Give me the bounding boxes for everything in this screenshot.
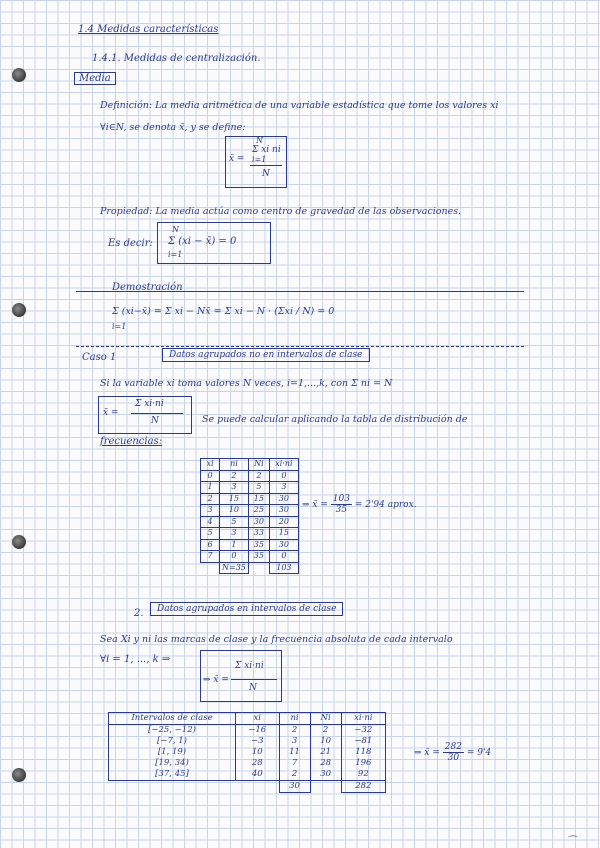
demonstration-label: Demostración [112,282,183,293]
table-cell: 1 [220,539,249,551]
table-row [109,758,386,769]
table-cell: 2 [279,725,310,737]
demonstration-formula: Σ (xi−x̄) = Σ xi − Nx̄ = Σ xi − N · (Σxi / N) = 0 [112,306,335,317]
table-cell: [−25, −12) [109,725,236,737]
table-cell: 15 [248,493,269,505]
table-totals-row [201,562,299,574]
table-cell: 0 [269,470,298,482]
property-text: Propiedad: La media actúa como centro de gravedad de las observaciones. [100,206,462,217]
table-row [109,725,386,737]
col-header-xi: xi [201,459,220,471]
table-cell: 30 [310,769,341,781]
case1-result: ⇒ x̄ = $\frac{103}{35}$ = 2'94 aprox. [302,494,417,515]
property-formula: N Σ (xi − x̄) = 0 i=1 [157,222,271,264]
table-cell: 40 [236,769,280,781]
case2-label: 2. [134,608,144,619]
section-title: 1.4 Medidas características [78,24,219,35]
table-cell: −81 [341,736,385,747]
table-cell: 28 [310,758,341,769]
table-cell [236,781,280,793]
binder-hole-1 [12,68,26,82]
table-cell: 21 [310,747,341,758]
table-cell: 2 [310,725,341,737]
case1-note-1: Se puede calcular aplicando la tabla de distribución de [202,414,468,425]
table-cell [201,562,220,574]
table-cell: 3 [269,482,298,494]
case1-formula: x̄ = Σ xi·ni N [98,396,192,434]
frequency-table-intervals [108,712,386,793]
table-cell: [1, 19) [109,747,236,758]
binder-hole-4 [12,768,26,782]
table-cell: 30 [269,505,298,517]
table-cell: [−7, 1) [109,736,236,747]
table-cell: −32 [341,725,385,737]
frequency-table-ungrouped [200,458,299,574]
table-cell: 92 [341,769,385,781]
definition-line-2: ∀i∈N, se denota x̄, y se define: [100,122,246,133]
table-row [201,516,299,528]
table-cell: −16 [236,725,280,737]
col-header-ni: ni [220,459,249,471]
table-cell: 28 [236,758,280,769]
table-cell: 1 [201,482,220,494]
table-cell [248,562,269,574]
table-cell: 25 [248,505,269,517]
table-cell: 3 [201,505,220,517]
case1-line-1: Si la variable xi toma valores N veces, i=1,...,k, con Σ ni = N [100,378,393,389]
table-cell: 196 [341,758,385,769]
subsection-title: 1.4.1. Medidas de centralización. [92,53,261,64]
table-cell: 33 [248,528,269,540]
table-cell: 10 [310,736,341,747]
binder-hole-2 [12,303,26,317]
col-header-xini: xi·ni [341,713,385,725]
table-cell: 2 [248,470,269,482]
table-totals-row [109,781,386,793]
total-xini: 103 [269,562,298,574]
table-cell: 3 [220,528,249,540]
table-cell: 0 [269,551,298,563]
case1-note-2: frecuencias: [100,436,163,447]
table-cell: 2 [279,769,310,781]
table-row [201,539,299,551]
table-cell: 0 [201,470,220,482]
table-header-row [201,459,299,471]
col-header-Ni: Ni [310,713,341,725]
table-header-row [109,713,386,725]
table-row [109,747,386,758]
table-row [201,493,299,505]
total-xini: 282 [341,781,385,793]
case1-label: Caso 1 [82,352,117,363]
table-cell: 3 [220,482,249,494]
table-cell [109,781,236,793]
table-cell: [37, 45] [109,769,236,781]
col-header-Ni: Ni [248,459,269,471]
media-label: Media [74,72,116,85]
table-cell: 5 [220,516,249,528]
table-cell: 10 [220,505,249,517]
table-cell: 5 [201,528,220,540]
case1-separator [76,346,524,347]
table-cell: 2 [201,493,220,505]
property-lead: Es decir: [108,238,153,249]
table-row [201,482,299,494]
table-cell: 35 [248,539,269,551]
case1-title: Datos agrupados no en intervalos de clase [162,348,370,362]
table-cell: [19, 34) [109,758,236,769]
table-cell: 35 [248,551,269,563]
table-cell: 10 [236,747,280,758]
table-cell: 4 [201,516,220,528]
table-cell: 6 [201,539,220,551]
table-row [201,470,299,482]
binder-hole-3 [12,535,26,549]
col-header-ni: ni [279,713,310,725]
table-cell: 7 [201,551,220,563]
table-row [201,528,299,540]
table-cell: 0 [220,551,249,563]
definition-line-1: Definición: La media aritmética de una variable estadística que tome los valores xi [100,100,499,111]
demo-sum-bottom: i=1 [112,322,127,331]
page-corner-mark: ⌒ [566,836,576,847]
table-cell: 2 [220,470,249,482]
table-cell: 7 [279,758,310,769]
case2-result: ⇒ x̄ = $\frac{282}{30}$ = 9'4 [414,742,492,763]
table-cell: 30 [248,516,269,528]
col-header-xi: xi [236,713,280,725]
case2-title: Datos agrupados en intervalos de clase [150,602,343,616]
table-cell: 30 [269,539,298,551]
table-cell: 30 [269,493,298,505]
table-row [201,505,299,517]
table-cell: 5 [248,482,269,494]
total-N: 30 [279,781,310,793]
table-row [201,551,299,563]
table-cell: 3 [279,736,310,747]
table-cell: 118 [341,747,385,758]
table-cell [310,781,341,793]
col-header-xini: xi·ni [269,459,298,471]
table-cell: 11 [279,747,310,758]
total-N: N=35 [220,562,249,574]
table-row [109,769,386,781]
table-cell: 15 [220,493,249,505]
col-header-intervals: Intervalos de clase [109,713,236,725]
table-cell: 20 [269,516,298,528]
case2-line-1: Sea Xi y ni las marcas de clase y la frecuencia absoluta de cada intervalo [100,634,453,645]
table-row [109,736,386,747]
table-cell: 15 [269,528,298,540]
table-cell: −3 [236,736,280,747]
case2-line-2: ∀i = 1, ..., k ⇒ [100,654,171,665]
mean-definition-formula: x̄ = N Σ xi ni i=1 N [225,136,287,188]
case2-formula: ⇒ x̄ = Σ xi·ni N [200,650,282,702]
